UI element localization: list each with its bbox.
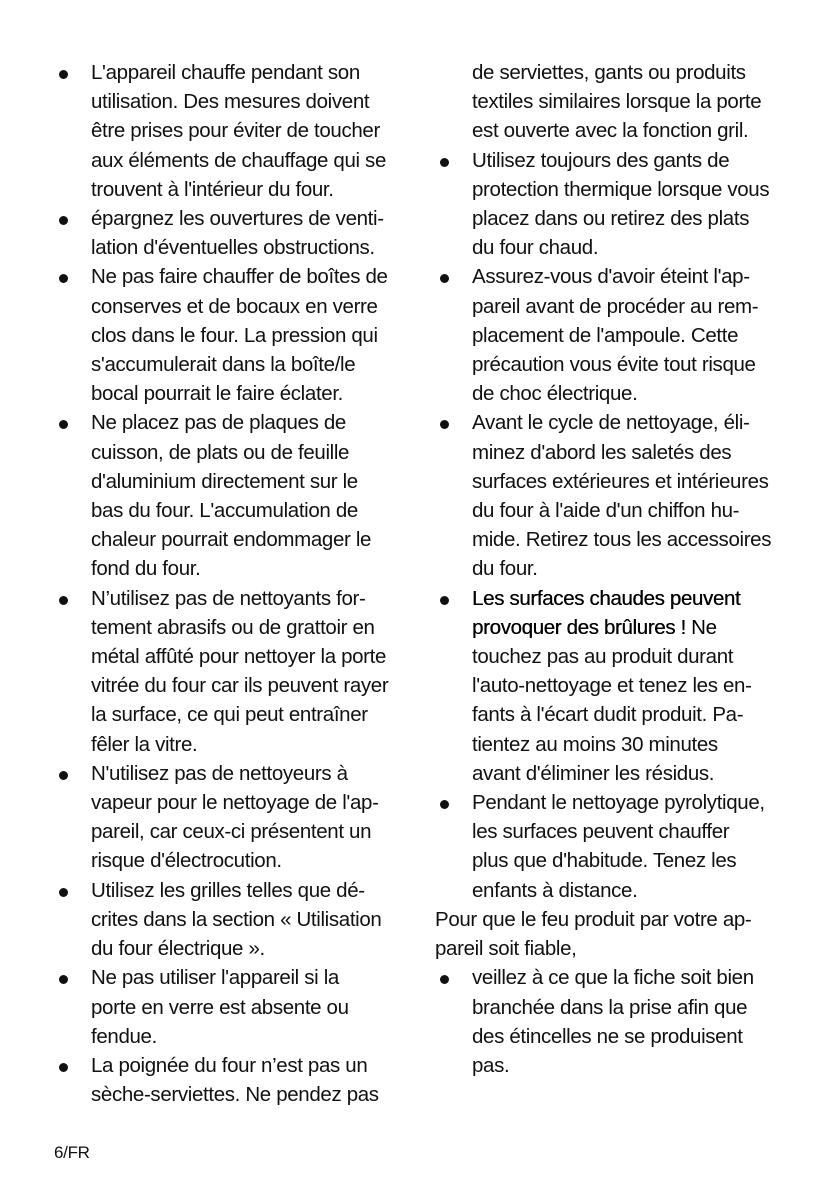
bullet-icon (59, 274, 68, 283)
continued-text (435, 58, 791, 146)
bullet-item (54, 584, 410, 759)
bullet-text-line: bocal pourrait le faire éclater. (91, 382, 344, 406)
bullet-icon (59, 70, 68, 79)
bullet-text-line: d'aluminium directement sur le (91, 469, 358, 493)
paragraph-text-line: pareil soit fiable, (435, 937, 577, 961)
bullet-text-line: Ne pas utiliser l'appareil si la (91, 966, 339, 990)
warning-item (435, 584, 791, 788)
final-bullet-list (435, 963, 791, 1080)
bullet-text-line: bas du four. L'accumulation de (91, 499, 358, 523)
bullet-item (435, 262, 791, 408)
bullet-item (435, 146, 791, 263)
bullet-text-line: veillez à ce que la fiche soit bien (472, 966, 754, 990)
paragraph-text-line: Pour que le feu produit par votre ap- (435, 907, 752, 931)
bullet-text-line: des étincelles ne se produisent (472, 1024, 743, 1048)
warning-lead-line1: Les surfaces chaudes peuvent (472, 586, 741, 610)
bullet-text-line: mide. Retirez tous les accessoires (472, 528, 772, 552)
bullet-text-line: du four à l'aide d'un chiffon hu- (472, 499, 740, 523)
bullet-text-line: enfants à distance. (472, 878, 638, 902)
bullet-text-line: les surfaces peuvent chauffer (472, 820, 730, 844)
bullet-icon (440, 800, 449, 809)
bullet-text-line: pas. (472, 1053, 510, 1077)
bullet-text-line: L'appareil chauffe pendant son (91, 61, 360, 84)
bullet-item (435, 788, 791, 905)
bullet-text-line: lation d'éventuelles obstructions. (91, 236, 375, 260)
bullet-text-line: du four électrique ». (91, 937, 265, 961)
bullet-text-line: risque d'électrocution. (91, 849, 282, 873)
bullet-text-line: fond du four. (91, 557, 201, 581)
left-bullet-list (54, 58, 410, 1109)
warning-text-line: tientez au moins 30 minutes (472, 732, 718, 756)
bullet-text-line: protection thermique lorsque vous (472, 177, 770, 201)
bullet-item (54, 759, 410, 876)
bullet-text-line: placez dans ou retirez des plats (472, 207, 750, 231)
bullet-item (54, 58, 410, 204)
bullet-icon (440, 274, 449, 283)
bullet-item (435, 408, 791, 583)
bullet-text-line: pareil avant de procéder au rem- (472, 294, 759, 318)
bullet-item (435, 963, 791, 1080)
bullet-icon (59, 975, 68, 984)
bullet-text-line: aux éléments de chauffage qui se (91, 148, 386, 172)
bullet-text-line: porte en verre est absente ou (91, 995, 349, 1019)
bullet-icon (59, 771, 68, 780)
bullet-icon (59, 1063, 68, 1072)
bullet-text-line: pareil, car ceux-ci présentent un (91, 820, 372, 844)
bullet-icon (440, 596, 449, 605)
bullet-item (54, 262, 410, 408)
bullet-icon (59, 420, 68, 429)
continued-text-line: est ouverte avec la fonction gril. (472, 119, 749, 143)
bullet-text-line: précaution vous évite tout risque (472, 353, 756, 377)
bullet-text-line: sèche-serviettes. Ne pendez pas (91, 1083, 379, 1107)
bullet-icon (59, 888, 68, 897)
bullet-text-line: du four chaud. (472, 236, 599, 260)
right-bullet-list-after (435, 788, 791, 905)
bullet-item (54, 963, 410, 1051)
bullet-text-line: cuisson, de plats ou de feuille (91, 440, 350, 464)
bullet-text-line: Assurez-vous d'avoir éteint l'ap- (472, 265, 750, 289)
bullet-icon (440, 158, 449, 167)
bullet-text-line: du four. (472, 557, 538, 581)
bullet-text-line: épargnez les ouvertures de venti- (91, 207, 384, 231)
bullet-text-line: de choc électrique. (472, 382, 638, 406)
bullet-text-line: Utilisez toujours des gants de (472, 148, 730, 172)
bullet-text-line: vitrée du four car ils peuvent rayer (91, 674, 389, 698)
left-column (54, 58, 410, 1109)
bullet-text-line: placement de l'ampoule. Cette (472, 323, 739, 347)
bullet-text-line: minez d'abord les saletés des (472, 440, 732, 464)
bullet-text-line: tement abrasifs ou de grattoir en (91, 615, 375, 639)
bullet-text-line: Utilisez les grilles telles que dé- (91, 878, 365, 902)
bullet-text-line: métal affûté pour nettoyer la porte (91, 645, 387, 669)
bullet-text-line: conserves et de bocaux en verre (91, 294, 378, 318)
warning-list (435, 584, 791, 788)
bullet-text-line: s'accumulerait dans la boîte/le (91, 353, 356, 377)
continued-text-line: textiles similaires lorsque la porte (472, 90, 762, 114)
bullet-text-line: plus que d'habitude. Tenez les (472, 849, 737, 873)
bullet-text-line: trouvent à l'intérieur du four. (91, 177, 334, 201)
bullet-text-line: clos dans le four. La pression qui (91, 323, 378, 347)
bullet-text-line: Ne pas faire chauffer de boîtes de (91, 265, 388, 289)
bullet-text-line: Pendant le nettoyage pyrolytique, (472, 791, 765, 815)
bullet-text-line: Ne placez pas de plaques de (91, 411, 346, 435)
bullet-text-line: crites dans la section « Utilisation (91, 907, 382, 931)
warning-body (472, 642, 791, 788)
bullet-icon (440, 975, 449, 984)
bullet-item (54, 408, 410, 583)
bullet-icon (59, 216, 68, 225)
warning-text-line: avant d'éliminer les résidus. (472, 761, 715, 785)
bullet-text-line: fendue. (91, 1024, 157, 1048)
bullet-item (54, 1051, 410, 1109)
bullet-text-line: fêler la vitre. (91, 732, 198, 756)
warning-text-line: l'auto-nettoyage et tenez les en- (472, 674, 752, 698)
right-bullet-list (435, 146, 791, 584)
bullet-icon (59, 596, 68, 605)
continued-text-line: de serviettes, gants ou produits (472, 61, 746, 84)
bullet-text-line: chaleur pourrait endommager le (91, 528, 372, 552)
bullet-text-line: N’utilisez pas de nettoyants for- (91, 586, 366, 610)
warning-lead-line2: provoquer des brûlures ! (472, 615, 686, 639)
page-number: 6/FR (54, 1143, 90, 1162)
warning-text-line: fants à l'écart dudit produit. Pa- (472, 703, 744, 727)
bullet-icon (440, 420, 449, 429)
warning-text-line: touchez pas au produit durant (472, 645, 734, 669)
bullet-text-line: la surface, ce qui peut entraîner (91, 703, 368, 727)
bullet-item (54, 204, 410, 262)
bullet-item (54, 876, 410, 964)
bullet-text-line: surfaces extérieures et intérieures (472, 469, 769, 493)
warning-line2-tail: Ne (685, 615, 717, 639)
bullet-text-line: Avant le cycle de nettoyage, éli- (472, 411, 750, 435)
bullet-text-line: N'utilisez pas de nettoyeurs à (91, 761, 348, 785)
bullet-text-line: branchée dans la prise afin que (472, 995, 748, 1019)
bullet-text-line: être prises pour éviter de toucher (91, 119, 380, 143)
right-column (435, 58, 791, 1080)
bullet-text-line: La poignée du four n’est pas un (91, 1053, 368, 1077)
bullet-text-line: vapeur pour le nettoyage de l'ap- (91, 791, 379, 815)
intro-paragraph (435, 905, 791, 963)
bullet-text-line: utilisation. Des mesures doivent (91, 90, 370, 114)
